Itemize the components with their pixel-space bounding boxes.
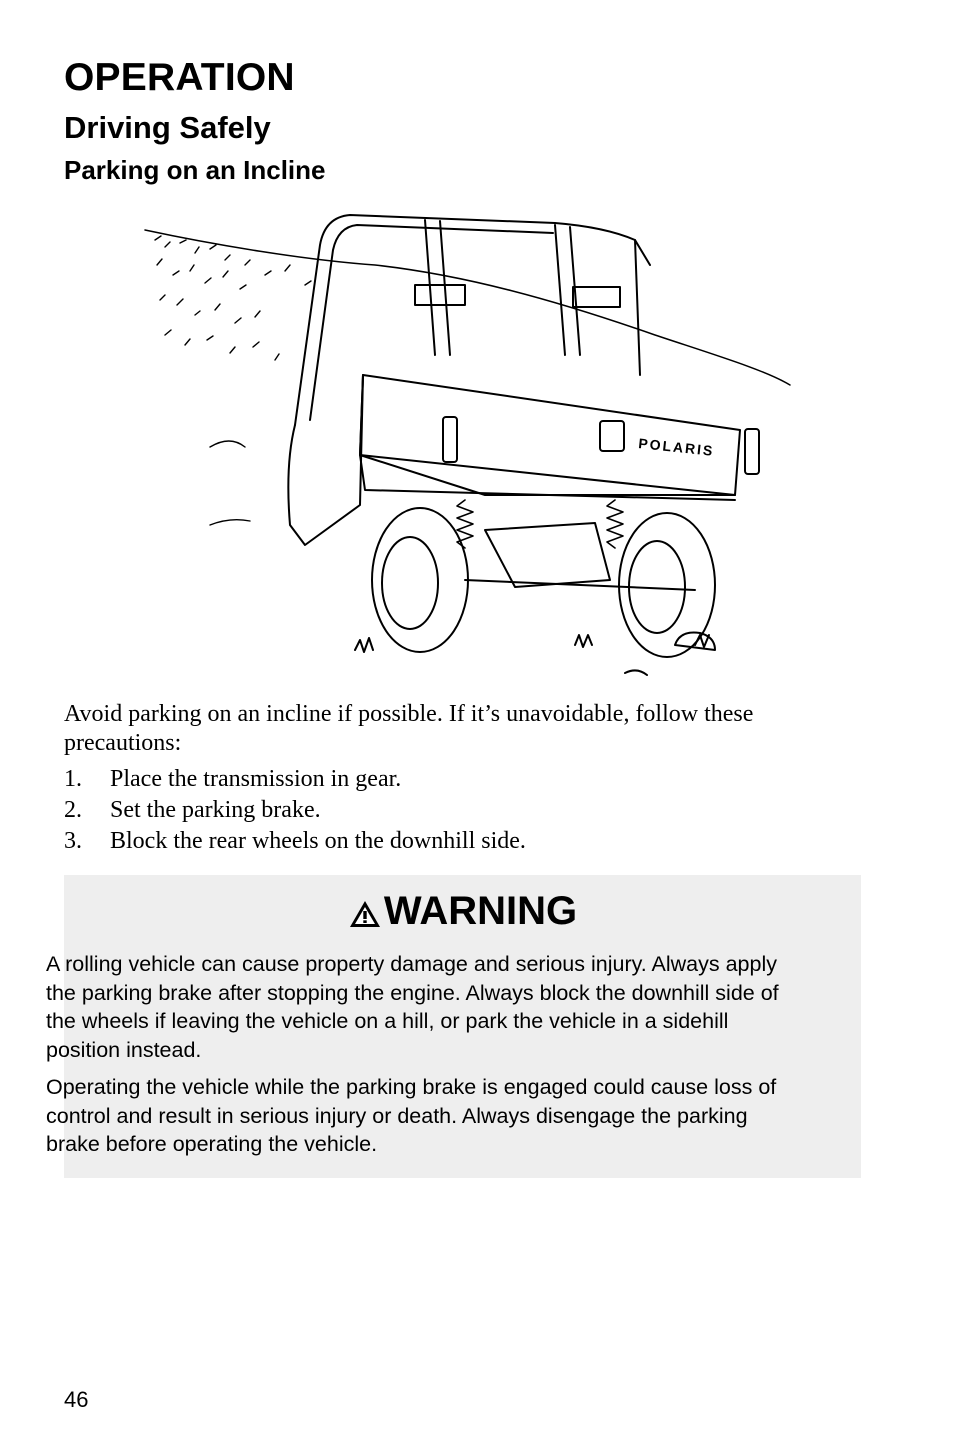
page-number: 46	[64, 1387, 89, 1412]
list-item	[64, 795, 526, 826]
subsection-title: Driving Safely	[64, 110, 271, 145]
warning-heading	[64, 889, 861, 934]
precaution-steps-list	[64, 764, 526, 857]
step-number: 3.	[64, 828, 82, 854]
step-number: 2.	[64, 797, 82, 823]
step-number: 1.	[64, 766, 82, 792]
warning-triangle-icon	[348, 899, 382, 929]
step-text: Place the transmission in gear.	[110, 766, 402, 792]
topic-title: Parking on an Incline	[64, 155, 326, 185]
step-text: Set the parking brake.	[110, 797, 321, 823]
warning-title: WARNING	[383, 889, 578, 933]
intro-paragraph: Avoid parking on an incline if possible. If it’s unavoidable, follow these precautions:	[64, 701, 754, 756]
list-item	[64, 826, 526, 857]
vehicle-parked-on-incline-illustration	[135, 205, 805, 685]
warning-paragraph: Operating the vehicle while the parking brake is engaged could cause loss of control and result in serious injury or death. Always disengage the parking brake before operating the vehicle.	[46, 1075, 777, 1156]
section-title: OPERATION	[64, 56, 295, 99]
step-text: Block the rear wheels on the downhill side.	[110, 828, 526, 854]
list-item	[64, 764, 526, 795]
brand-decal: POLARIS	[637, 435, 716, 459]
warning-paragraph: A rolling vehicle can cause property damage and serious injury. Always apply the parking brake after stopping the engine. Always block the downhill side of the wheels if leaving the vehicle on a hill, or park the vehicle in a sidehill position instead.	[46, 952, 779, 1062]
